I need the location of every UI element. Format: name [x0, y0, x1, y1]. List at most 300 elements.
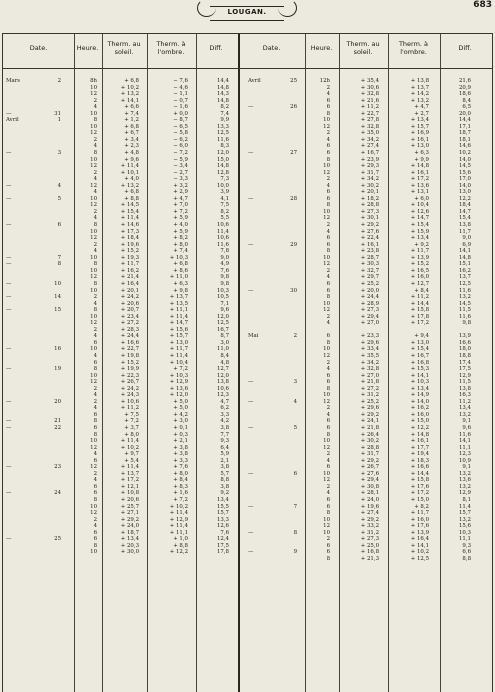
hour-cell: 10 [323, 300, 330, 307]
diff-cell: 14,8 [458, 254, 471, 261]
hour-cell: 10 [90, 195, 97, 202]
hour-cell: 10 [323, 438, 330, 445]
therm-sun-cell: + 26,7 [120, 379, 139, 386]
diff-cell: 8,2 [220, 104, 229, 111]
therm-shade-cell: + 13,0 [410, 143, 429, 150]
therm-shade-cell: − 3,3 [173, 176, 188, 183]
month-cell: — [248, 529, 254, 536]
day-cell: 4 [57, 182, 61, 189]
hour-cell: 4 [326, 320, 330, 327]
hour-cell: 8 [326, 510, 330, 517]
hour-cell: 10 [90, 438, 97, 445]
therm-sun-cell: + 27,3 [360, 536, 379, 543]
diff-cell: 11,4 [216, 228, 229, 235]
hour-cell: 8 [93, 222, 97, 229]
diff-cell: 14,6 [458, 143, 471, 150]
header-heure: Heure. [76, 44, 99, 52]
diff-cell: 11,4 [458, 503, 471, 510]
hour-cell: 6 [326, 503, 330, 510]
therm-shade-cell: + 15,4 [410, 222, 429, 229]
therm-shade-cell: + 15,4 [410, 346, 429, 353]
diff-cell: 14,5 [458, 300, 471, 307]
diff-cell: 14,8 [216, 163, 229, 170]
hour-cell: 12 [323, 261, 330, 268]
therm-sun-cell: + 27,0 [360, 320, 379, 327]
therm-shade-cell: + 5,9 [173, 228, 188, 235]
hour-cell: 12 [323, 307, 330, 314]
therm-sun-cell: + 25,2 [360, 398, 379, 405]
hour-cell: 8 [326, 385, 330, 392]
therm-shade-cell: + 13,9 [410, 529, 429, 536]
therm-shade-cell: + 15,3 [410, 366, 429, 373]
therm-shade-cell: + 3,3 [173, 457, 188, 464]
therm-shade-cell: + 12,9 [169, 379, 188, 386]
month-cell: — [6, 110, 12, 117]
hour-cell: 8 [93, 418, 97, 425]
hour-cell: 6 [326, 241, 330, 248]
therm-shade-cell: + 13,2 [410, 97, 429, 104]
diff-cell: 11,6 [216, 136, 229, 143]
month-cell: — [248, 424, 254, 431]
month-cell: — [248, 503, 254, 510]
hour-cell: 12 [90, 274, 97, 281]
therm-shade-cell: + 16,0 [410, 411, 429, 418]
therm-sun-cell: + 31,2 [360, 529, 379, 536]
hour-cell: 2 [326, 84, 330, 91]
header-diff: Diff. [458, 44, 472, 52]
diff-cell: 6,5 [462, 104, 471, 111]
month-cell: — [6, 307, 12, 314]
hour-cell: 6 [326, 97, 330, 104]
hour-cell: 6 [93, 529, 97, 536]
hour-cell: 2 [326, 313, 330, 320]
day-cell: 25 [54, 536, 61, 543]
therm-sun-cell: + 34,2 [360, 359, 379, 366]
hour-cell: 10 [90, 549, 97, 556]
diff-cell: 12,5 [216, 130, 229, 137]
diff-cell: 13,9 [458, 333, 471, 340]
therm-sun-cell: + 7,5 [124, 411, 139, 418]
therm-shade-cell: + 7,2 [173, 366, 188, 373]
diff-cell: 14,3 [216, 91, 229, 98]
hour-cell: 12 [90, 91, 97, 98]
therm-shade-cell: + 10,2 [169, 503, 188, 510]
diff-cell: 14,0 [458, 182, 471, 189]
therm-sun-cell: + 28,3 [120, 326, 139, 333]
day-cell: 2 [57, 78, 61, 84]
therm-shade-cell: + 14,2 [410, 91, 429, 98]
diff-cell: 17,1 [458, 123, 471, 130]
therm-shade-cell: + 13,1 [410, 189, 429, 196]
therm-shade-cell: + 12,6 [410, 208, 429, 215]
diff-cell: 15,7 [216, 510, 229, 517]
therm-sun-cell: + 29,6 [360, 339, 379, 346]
therm-sun-cell: + 29,4 [360, 313, 379, 320]
page-header-banner [210, 6, 284, 21]
diff-cell: 12,5 [458, 280, 471, 287]
diff-cell: 14,4 [216, 78, 229, 84]
therm-sun-cell: + 30,2 [360, 438, 379, 445]
therm-sun-cell: + 19,6 [360, 503, 379, 510]
hour-cell: 12 [90, 444, 97, 451]
therm-sun-cell: + 28,7 [360, 254, 379, 261]
diff-cell: 13,2 [458, 470, 471, 477]
hour-cell: 8 [326, 339, 330, 346]
therm-shade-cell: + 2,7 [414, 110, 429, 117]
therm-shade-cell: + 10,2 [410, 549, 429, 556]
therm-shade-cell: + 4,2 [173, 411, 188, 418]
header-therm-sun: Therm. au soleil. [107, 40, 141, 56]
hour-cell: 6 [326, 195, 330, 202]
therm-shade-cell: + 15,7 [410, 123, 429, 130]
header-therm-shade: Therm. à l'ombre. [156, 40, 186, 56]
diff-cell: 12,9 [458, 372, 471, 379]
diff-cell: 10,6 [216, 385, 229, 392]
therm-sun-cell: + 11,4 [120, 438, 139, 445]
right-table-body [2, 78, 491, 562]
therm-shade-cell: + 8,4 [414, 287, 429, 294]
diff-cell: 8,1 [462, 497, 471, 503]
hour-cell: 12 [323, 215, 330, 222]
hour-cell: 8 [93, 542, 97, 549]
hour-cell: 6 [93, 424, 97, 431]
diff-cell: 14,7 [458, 208, 471, 215]
hour-cell: 12 [323, 123, 330, 130]
hour-cell: 6 [326, 333, 330, 340]
therm-sun-cell: + 19,3 [120, 254, 139, 261]
hour-cell: 2 [326, 267, 330, 274]
day-cell: 19 [54, 366, 61, 373]
therm-sun-cell: + 19,6 [120, 241, 139, 248]
therm-shade-cell: + 17,8 [410, 313, 429, 320]
month-cell: — [248, 195, 254, 202]
therm-sun-cell: + 35,4 [360, 78, 379, 84]
therm-sun-cell: + 27,1 [120, 510, 139, 517]
hour-cell: 6 [326, 235, 330, 242]
therm-sun-cell: + 31,7 [360, 451, 379, 458]
day-cell: 14 [54, 294, 61, 301]
diff-cell: 11,0 [216, 346, 229, 353]
diff-cell: 18,0 [458, 346, 471, 353]
hour-cell: 10 [323, 392, 330, 399]
therm-shade-cell: − 4,6 [173, 84, 188, 91]
header-therm-sun: Therm. au soleil. [346, 40, 380, 56]
hour-cell: 8 [93, 431, 97, 438]
diff-cell: 21,6 [458, 78, 471, 84]
diff-cell: 13,4 [216, 497, 229, 503]
therm-shade-cell: + 17,2 [410, 320, 429, 327]
therm-shade-cell: + 14,8 [410, 431, 429, 438]
diff-cell: 16,6 [458, 339, 471, 346]
hour-cell: 4 [326, 136, 330, 143]
therm-shade-cell: + 15,0 [410, 497, 429, 503]
diff-cell: 9,1 [462, 418, 471, 425]
therm-sun-cell: + 16,8 [360, 549, 379, 556]
therm-shade-cell: + 16,7 [410, 352, 429, 359]
diff-cell: 16,3 [458, 392, 471, 399]
therm-shade-cell: + 12,2 [410, 424, 429, 431]
therm-sun-cell: + 12,1 [120, 483, 139, 490]
therm-sun-cell: + 29,4 [360, 477, 379, 484]
hour-cell: 10 [90, 503, 97, 510]
hour-cell: 2 [326, 451, 330, 458]
therm-shade-cell: + 12,5 [410, 555, 429, 562]
diff-cell: 14,4 [458, 117, 471, 124]
hour-cell: 2 [93, 516, 97, 523]
hour-cell: 8 [93, 117, 97, 124]
therm-sun-cell: + 23,8 [360, 248, 379, 255]
hour-cell: 10 [323, 516, 330, 523]
therm-sun-cell: + 21,3 [360, 555, 379, 562]
diff-cell: 12,0 [216, 313, 229, 320]
diff-cell: 11,5 [458, 379, 471, 386]
hour-cell: 12 [90, 202, 97, 209]
hour-cell: 10 [323, 346, 330, 353]
diff-cell: 17,0 [458, 176, 471, 183]
therm-shade-cell: + 2,9 [173, 189, 188, 196]
hour-cell: 2 [93, 398, 97, 405]
therm-sun-cell: + 4,8 [124, 150, 139, 157]
therm-sun-cell: + 24,0 [120, 523, 139, 530]
therm-sun-cell: + 9,6 [124, 156, 139, 163]
hour-cell: 8 [326, 156, 330, 163]
therm-sun-cell: + 2,3 [124, 143, 139, 150]
therm-shade-cell: − 0,7 [173, 97, 188, 104]
header-date: Date. [262, 44, 281, 52]
diff-cell: 15,6 [458, 169, 471, 176]
therm-sun-cell: + 10,6 [120, 398, 139, 405]
therm-sun-cell: + 34,2 [360, 136, 379, 143]
diff-cell: 12,0 [216, 150, 229, 157]
therm-sun-cell: + 1,2 [124, 117, 139, 124]
diff-cell: 14,0 [458, 156, 471, 163]
hour-cell: 6 [93, 483, 97, 490]
hour-cell: 2 [93, 136, 97, 143]
diff-cell: 15,5 [216, 503, 229, 510]
therm-shade-cell: + 7,4 [173, 248, 188, 255]
diff-cell: 12,8 [216, 169, 229, 176]
therm-shade-cell: + 11,4 [169, 510, 188, 517]
diff-cell: 11,6 [458, 287, 471, 294]
therm-sun-cell: + 24,2 [120, 385, 139, 392]
therm-shade-cell: − 5,8 [173, 130, 188, 137]
therm-sun-cell: + 16,4 [120, 280, 139, 287]
therm-sun-cell: + 19,8 [120, 352, 139, 359]
therm-sun-cell: + 29,2 [360, 457, 379, 464]
day-cell: 3 [57, 150, 61, 157]
therm-sun-cell: + 23,3 [360, 333, 379, 340]
hour-cell: 8 [326, 202, 330, 209]
diff-cell: 16,7 [216, 326, 229, 333]
diff-cell: 11,1 [458, 536, 471, 543]
diff-cell: 17,8 [216, 549, 229, 556]
diff-cell: 13,3 [216, 516, 229, 523]
therm-sun-cell: + 7,4 [124, 110, 139, 117]
therm-sun-cell: + 24,2 [120, 294, 139, 301]
hour-cell: 6 [93, 457, 97, 464]
diff-cell: 9,0 [220, 254, 229, 261]
therm-shade-cell: + 7,2 [173, 497, 188, 503]
therm-shade-cell: + 12,0 [169, 392, 188, 399]
hour-cell: 4 [93, 189, 97, 196]
therm-shade-cell: + 13,4 [410, 235, 429, 242]
month-cell: — [6, 464, 12, 471]
hour-cell: 10 [90, 123, 97, 130]
diff-cell: 3,3 [220, 411, 229, 418]
diff-cell: 10,2 [458, 150, 471, 157]
diff-cell: 2,1 [220, 457, 229, 464]
therm-sun-cell: + 22,7 [120, 346, 139, 353]
hour-cell: 2 [93, 326, 97, 333]
hour-cell: 6 [93, 411, 97, 418]
therm-sun-cell: + 20,1 [120, 287, 139, 294]
therm-sun-cell: + 29,2 [120, 516, 139, 523]
therm-sun-cell: + 14,6 [120, 222, 139, 229]
therm-sun-cell: + 8,8 [124, 195, 139, 202]
diff-cell: 13,7 [458, 274, 471, 281]
month-cell: — [248, 287, 254, 294]
diff-cell: 5,9 [220, 451, 229, 458]
therm-sun-cell: + 26,4 [360, 431, 379, 438]
therm-sun-cell: + 14,1 [120, 97, 139, 104]
diff-cell: 9,1 [462, 464, 471, 471]
diff-cell: 7,6 [220, 267, 229, 274]
hour-cell: 12 [90, 182, 97, 189]
day-cell: 5 [293, 424, 297, 431]
therm-shade-cell: + 4,7 [414, 104, 429, 111]
diff-cell: 3,8 [220, 483, 229, 490]
therm-sun-cell: + 17,3 [120, 228, 139, 235]
therm-shade-cell: + 8,3 [173, 483, 188, 490]
therm-sun-cell: + 33,2 [360, 523, 379, 530]
therm-shade-cell: + 15,6 [169, 326, 188, 333]
diff-cell: 15,4 [458, 215, 471, 222]
day-cell: 23 [54, 464, 61, 471]
hour-cell: 10 [90, 267, 97, 274]
hour-cell: 6 [326, 104, 330, 111]
day-cell: 6 [293, 470, 297, 477]
therm-sun-cell: + 17,2 [120, 477, 139, 484]
therm-sun-cell: + 19,9 [120, 366, 139, 373]
therm-shade-cell: + 16,1 [410, 438, 429, 445]
therm-shade-cell: + 15,8 [410, 477, 429, 484]
therm-shade-cell: + 16,0 [410, 274, 429, 281]
therm-shade-cell: − 7,6 [173, 78, 188, 84]
therm-sun-cell: + 8,0 [124, 431, 139, 438]
therm-sun-cell: + 32,8 [360, 123, 379, 130]
hour-cell: 6 [326, 150, 330, 157]
therm-sun-cell: + 20,6 [120, 300, 139, 307]
diff-cell: 9,6 [462, 424, 471, 431]
day-cell: 25 [290, 78, 297, 84]
therm-shade-cell: + 14,4 [410, 300, 429, 307]
hour-cell: 12 [323, 398, 330, 405]
diff-cell: 8,4 [462, 97, 471, 104]
therm-sun-cell: + 15,4 [120, 208, 139, 215]
hour-cell: 2 [326, 405, 330, 412]
diff-cell: 17,4 [458, 359, 471, 366]
therm-sun-cell: + 31,7 [360, 169, 379, 176]
therm-shade-cell: + 6,0 [414, 195, 429, 202]
diff-cell: 13,4 [458, 405, 471, 412]
diff-cell: 12,0 [216, 372, 229, 379]
hour-cell: 10 [90, 110, 97, 117]
diff-cell: 15,7 [458, 510, 471, 517]
therm-sun-cell: + 18,7 [120, 529, 139, 536]
day-cell: 3 [293, 379, 297, 386]
diff-cell: 7,3 [220, 176, 229, 183]
month-cell: — [6, 424, 12, 431]
therm-sun-cell: + 15,2 [120, 248, 139, 255]
therm-sun-cell: + 13,2 [120, 182, 139, 189]
therm-shade-cell: + 0,3 [173, 431, 188, 438]
therm-sun-cell: + 5,4 [124, 457, 139, 464]
therm-sun-cell: + 28,8 [360, 202, 379, 209]
header-diff: Diff. [209, 44, 223, 52]
therm-sun-cell: + 35,5 [360, 352, 379, 359]
therm-shade-cell: + 7,0 [173, 202, 188, 209]
hour-cell: 8 [93, 261, 97, 268]
diff-cell: 13,8 [458, 385, 471, 392]
hour-cell: 8 [326, 110, 330, 117]
diff-cell: 8,7 [220, 333, 229, 340]
therm-shade-cell: + 17,6 [410, 523, 429, 530]
therm-shade-cell: + 15,0 [410, 418, 429, 425]
therm-shade-cell: + 4,0 [173, 222, 188, 229]
therm-shade-cell: + 12,7 [410, 280, 429, 287]
diff-cell: 15,0 [216, 156, 229, 163]
hour-cell: 8 [93, 366, 97, 373]
diff-cell: 13,2 [458, 516, 471, 523]
therm-sun-cell: + 9,7 [124, 451, 139, 458]
therm-sun-cell: + 28,1 [360, 490, 379, 497]
diff-cell: 8,2 [220, 208, 229, 215]
month-cell: — [248, 241, 254, 248]
diff-cell: 18,1 [458, 136, 471, 143]
month-cell: — [6, 280, 12, 287]
day-cell: 6 [57, 222, 61, 229]
diff-cell: 12,7 [216, 366, 229, 373]
header-date: Date. [29, 44, 48, 52]
hour-cell: 4 [93, 300, 97, 307]
therm-shade-cell: + 15,2 [410, 261, 429, 268]
diff-cell: 9,3 [462, 542, 471, 549]
diff-cell: 3,8 [220, 464, 229, 471]
day-cell: 30 [290, 287, 297, 294]
therm-sun-cell: + 13,2 [120, 91, 139, 98]
diff-cell: 13,6 [458, 477, 471, 484]
table-row [2, 556, 491, 563]
hour-cell: 12h [319, 78, 330, 84]
hour-cell: 10 [90, 254, 97, 261]
diff-cell: 6,6 [462, 549, 471, 556]
hour-cell: 6 [93, 490, 97, 497]
diff-cell: 14,1 [458, 438, 471, 445]
diff-cell: 7,4 [220, 110, 229, 117]
diff-cell: 12,3 [458, 451, 471, 458]
hour-cell: 2 [93, 294, 97, 301]
therm-sun-cell: + 29,7 [360, 274, 379, 281]
therm-sun-cell: + 30,0 [120, 549, 139, 556]
therm-shade-cell: + 14,8 [410, 163, 429, 170]
therm-shade-cell: + 11,7 [410, 248, 429, 255]
diff-cell: 10,3 [216, 287, 229, 294]
month-cell: — [6, 490, 12, 497]
day-cell: 28 [290, 195, 297, 202]
therm-shade-cell: + 13,0 [169, 339, 188, 346]
diff-cell: 4,1 [220, 195, 229, 202]
therm-shade-cell: + 11,4 [169, 523, 188, 530]
